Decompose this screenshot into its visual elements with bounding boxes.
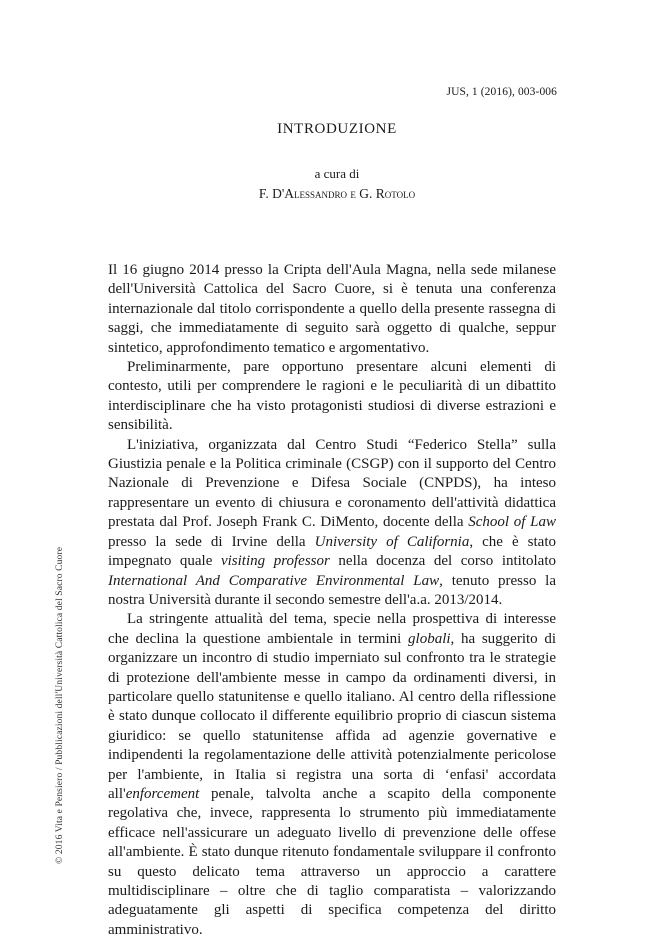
author1-initial: F. D' (258, 186, 285, 201)
p3-italic-4: International And Comparative Environmental Law (108, 572, 440, 589)
p4-text-3: penale, talvolta anche a scapito della componente regolativa che, invece, rappresenta lo strumento più immediatamente efficace nell'assicurare un adeguato livello di prevenzione delle offese all'ambiente. È stato dunque ritenuto fondamentale sviluppare il confronto su questo delicato tema attraverso un approccio a carattere multidisciplinare – oltre che di taglio comparatista – valorizzando adeguatamente gli aspetti di specifica competenza del diritto amministrativo. (108, 785, 556, 938)
p3-text-4: nella docenza del corso intitolato (329, 553, 556, 570)
article-title: INTRODUZIONE (277, 121, 397, 137)
p3-text-5: , tenuto presso la nostra Università durante il secondo semestre dell'a.a. 2013/2014. (108, 572, 556, 608)
paragraph-3 (108, 436, 556, 611)
author1-surname: Alessandro (284, 186, 348, 201)
p3-italic-2: University of California (314, 533, 470, 550)
p3-italic-1: School of Law (468, 514, 556, 531)
p3-italic-3: visiting professor (220, 553, 330, 570)
author2-surname: Rotolo (375, 186, 416, 201)
author2-initial: G. (359, 186, 376, 201)
p3-text-1: L'iniziativa, organizzata dal Centro Studi “Federico Stella” sulla Giustizia penale e la Politica criminale (CSGP) con il supporto del Centro Nazionale di Prevenzione e Difesa Sociale (CNPDS), ha inteso rappresentare un evento di chiusura e coronamento dell'attività didattica prestata dal Prof. Joseph Frank C. DiMento, docente della (108, 436, 556, 531)
p3-text-3: , che è stato impegnato quale (108, 533, 556, 570)
p4-italic-1: globali (408, 630, 451, 647)
p4-text-1: La stringente attualità del tema, specie nella prospettiva di interesse che declina la questione ambientale in termini (108, 611, 556, 647)
p3-text-2: presso la sede di Irvine della (108, 533, 315, 550)
p4-italic-2: enforcement (125, 785, 200, 802)
journal-reference: JUS, 1 (2016), 003-006 (446, 86, 557, 98)
curated-by-label: a cura di (314, 166, 360, 181)
article-authors (12, 186, 650, 202)
p4-text-2: , ha suggerito di organizzare un incontro di studio imperniato sul confronto tra le strategie di protezione dell'ambiente messe in campo da ordinamenti diversi, in particolare quello statunitense e quello italiano. Al centro della riflessione è stato dunque collocato il differente equilibrio proprio di ciascun sistema giuridico: se quello statunitense affida ad agenzie governative e indipendenti la regolamentazione delle attività potenzialmente pericolose per l'ambiente, in Italia si registra una sorta di ‘enfasi' accordata all' (108, 630, 557, 802)
paragraph-4 (108, 610, 556, 940)
paragraph-2: Preliminarmente, pare opportuno presentare alcuni elementi di contesto, utili per comprendere le ragioni e le peculiarità di un dibattito interdisciplinare che ha visto protagonisti studiosi di diverse estrazioni e sensibilità. (108, 359, 556, 434)
copyright-margin-note: © 2016 Vita e Pensiero / Pubblicazioni dell'Università Cattolica del Sacro Cuore (54, 546, 65, 864)
article-body (108, 261, 556, 940)
author-conjunction: e (347, 186, 360, 201)
paragraph-1: Il 16 giugno 2014 presso la Cripta dell'Aula Magna, nella sede milanese dell'Università Cattolica del Sacro Cuore, si è tenuta una conferenza internazionale dal titolo corrispondente a quello della presente rassegna di saggi, che immediatamente di seguito sarà oggetto di qualche, seppur sintetico, approfondimento tematico e argomentativo. (108, 262, 556, 356)
